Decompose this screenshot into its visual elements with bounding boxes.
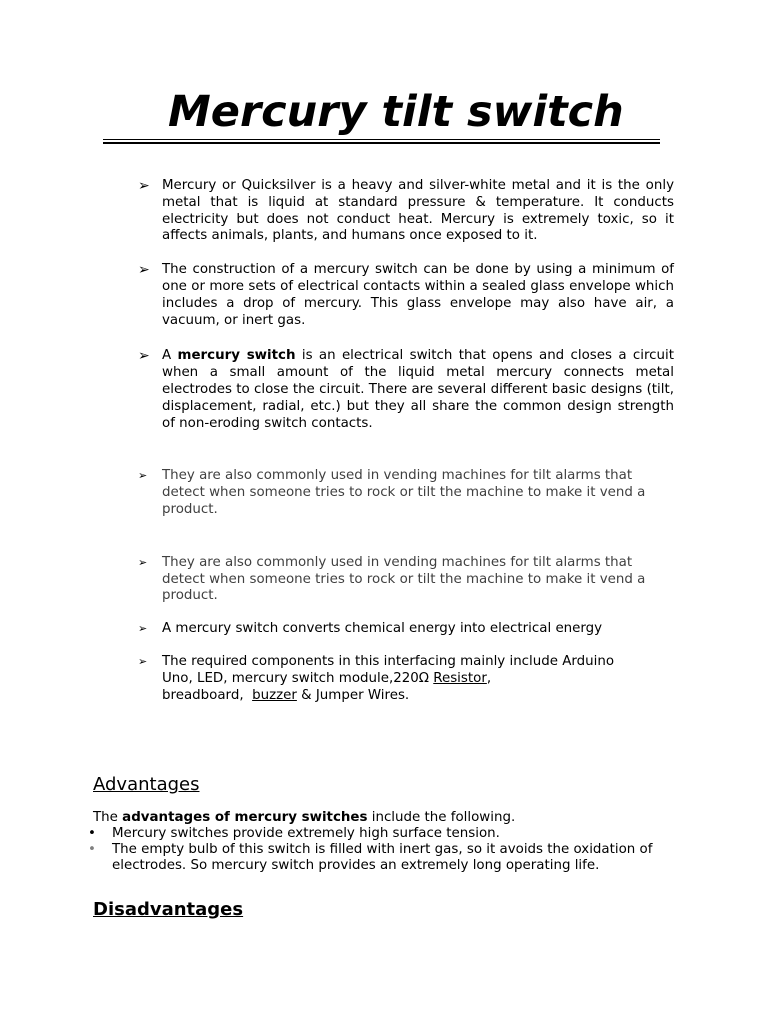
bullet-text: The construction of a mercury switch can be done by using a minimum of one or more sets of electrical contacts within a sealed glass envelope which includes a drop of mercury. This glass envelope may also have air, a vacuum, or inert gas. [162, 262, 674, 328]
arrow-bullet-icon: ➢ [138, 654, 148, 668]
arrow-bullet-icon: ➢ [138, 178, 150, 194]
arrow-bullet-icon: ➢ [138, 262, 150, 279]
bullet-text: A mercury switch converts chemical energy into electrical energy [162, 621, 603, 637]
list-item [138, 262, 674, 329]
title-block [103, 86, 660, 144]
bold-term: mercury switch [177, 348, 296, 364]
arrow-bullet-icon: ➢ [138, 348, 150, 365]
list-item [138, 621, 674, 638]
buzzer-link[interactable]: buzzer [252, 687, 297, 703]
arrow-bullet-icon: ➢ [138, 555, 148, 569]
dot-bullet-icon: • [88, 841, 96, 857]
list-item [138, 654, 674, 704]
bullet-text: They are also commonly used in vending machines for tilt alarms that detect when someone tries to rock or tilt the machine to make it vend a product. [162, 554, 646, 604]
page-title: Mercury tilt switch [168, 87, 624, 137]
bullet-text: They are also commonly used in vending machines for tilt alarms that detect when someone tries to rock or tilt the machine to make it vend a product. [162, 468, 646, 517]
arrow-bullet-icon: ➢ [138, 469, 148, 483]
list-item [138, 348, 674, 432]
list-item [138, 178, 674, 245]
bullet-list [138, 178, 674, 704]
list-item: • The empty bulb of this switch is filled with inert gas, so it avoids the oxidation of electrodes. So mercury switch provides an extremely long operating life. [88, 841, 653, 873]
resistor-link[interactable]: Resistor [433, 670, 487, 686]
dot-bullet-icon: • [88, 826, 96, 841]
title-underline-double [103, 142, 660, 144]
advantages-intro: The advantages of mercury switches include the following. [93, 810, 516, 825]
bullet-text: A mercury switch is an electrical switch that opens and closes a circuit when a small amount of the liquid metal mercury connects metal electrodes to close the circuit. There are several different basic designs (tilt, displacement, radial, etc.) but they all share the common design strength of non-eroding switch contacts. [162, 348, 675, 431]
list-item: • Mercury switches provide extremely high surface tension. [88, 826, 500, 841]
list-item [138, 468, 674, 518]
disadvantages-heading: Disadvantages [93, 899, 244, 920]
title-underline [103, 139, 660, 140]
arrow-bullet-icon: ➢ [138, 622, 148, 636]
advantages-heading: Advantages [93, 774, 200, 795]
bullet-text: Mercury or Quicksilver is a heavy and silver-white metal and it is the only metal that is liquid at standard pressure & temperature. It conducts electricity but does not conduct heat. Mercury is extremely toxic, so it affects animals, plants, and humans once exposed to it. [162, 178, 674, 244]
advantages-list [88, 826, 683, 873]
list-item [138, 555, 674, 605]
bullet-text: The required components in this interfacing mainly include Arduino Uno, LED, mercury switch module,220Ω Resistor, breadboard, buzzer & Jumper Wires. [162, 653, 615, 703]
